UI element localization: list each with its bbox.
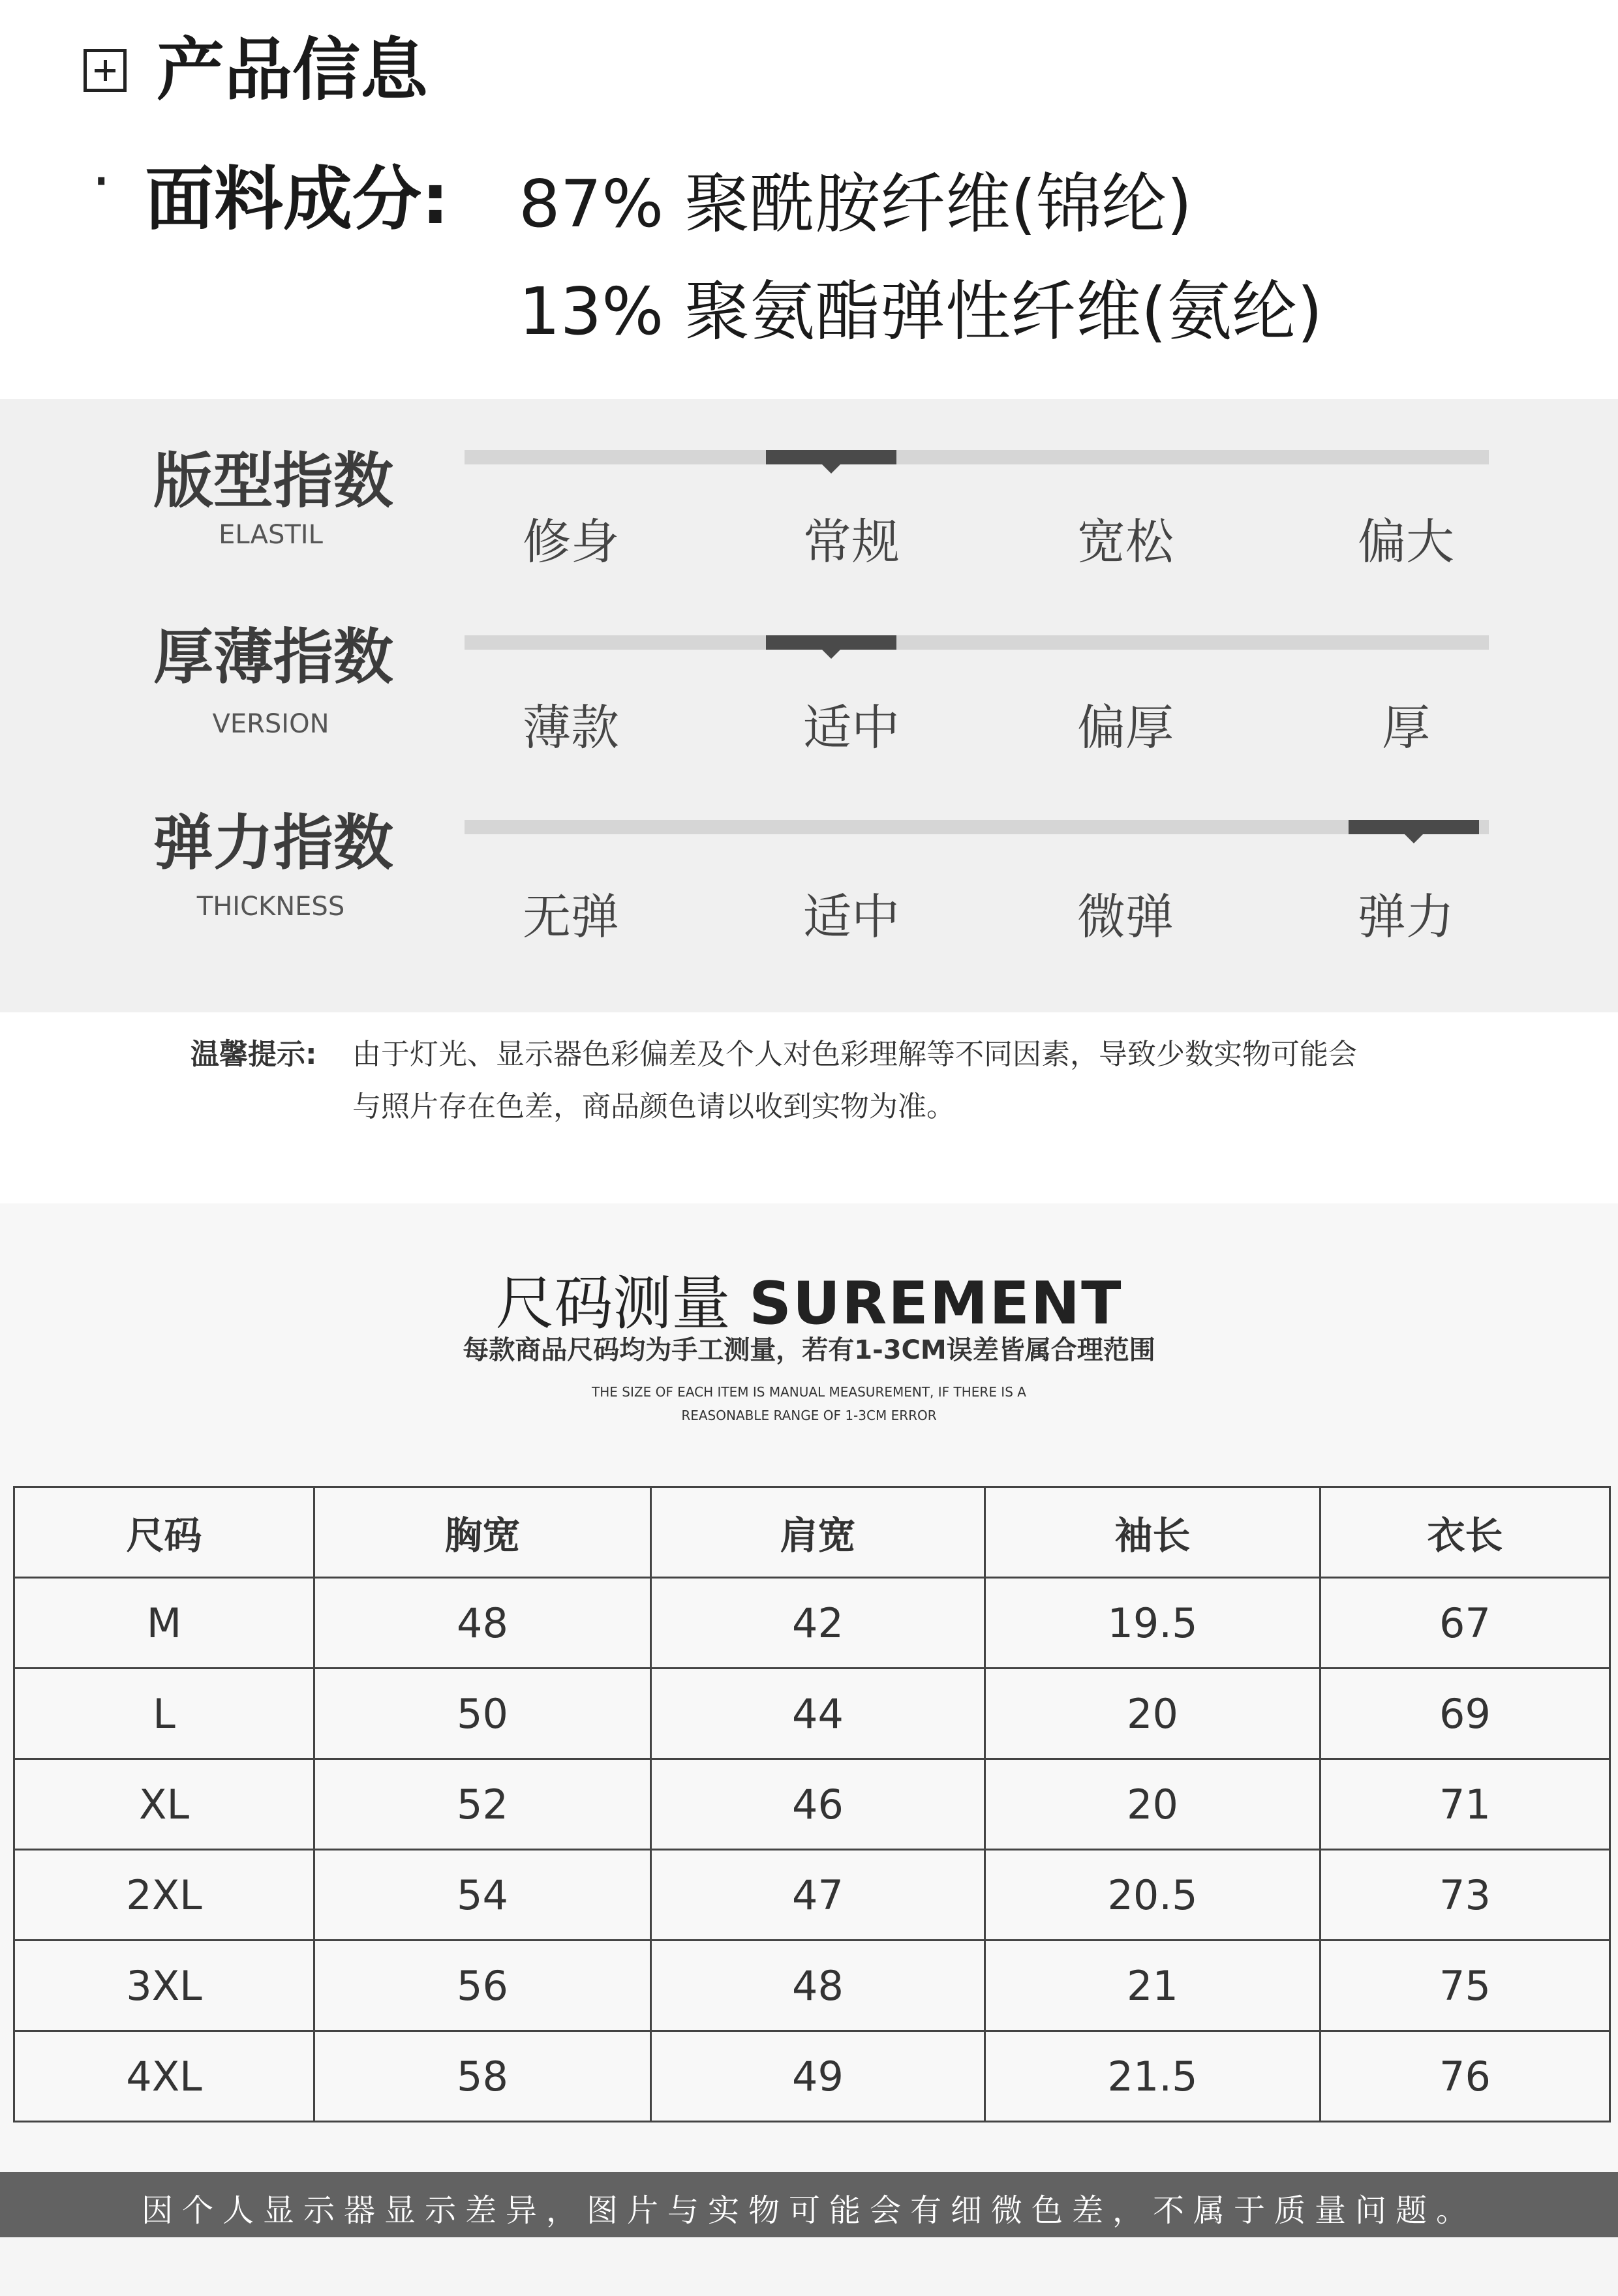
index-scale-bar: [465, 820, 1489, 834]
table-cell: 71: [1320, 1759, 1610, 1850]
table-row: [14, 1578, 1610, 1669]
size-chart-title-cn: 尺码测量: [495, 1269, 731, 1338]
bottom-strip: [0, 2237, 1618, 2296]
product-info-section: [0, 0, 1618, 399]
table-cell: 49: [651, 2031, 985, 2122]
table-row: [14, 2031, 1610, 2122]
footer-banner: [0, 2172, 1618, 2237]
table-cell: 54: [314, 1850, 651, 1941]
table-cell: 56: [314, 1941, 651, 2031]
size-chart-title: [0, 1256, 1618, 1340]
index-subtitle-thickness: VERSION: [212, 709, 329, 739]
size-chart-english-note: THE SIZE OF EACH ITEM IS MANUAL MEASUREMENT, IF THERE IS A: [592, 1384, 1026, 1400]
table-cell: 4XL: [14, 2031, 314, 2122]
notice-label: 温馨提示:: [191, 1038, 317, 1071]
table-cell: 47: [651, 1850, 985, 1941]
fabric-label: 面料成分:: [145, 159, 450, 239]
index-option: 微弹: [1077, 889, 1174, 945]
table-cell: XL: [14, 1759, 314, 1850]
index-option: 适中: [803, 700, 900, 756]
index-option: 弹力: [1358, 889, 1454, 945]
table-cell: 46: [651, 1759, 985, 1850]
index-selected-marker: [766, 635, 896, 650]
table-row: [14, 1850, 1610, 1941]
size-chart-subtitle: 每款商品尺码均为手工测量，若有1-3CM误差皆属合理范围: [463, 1335, 1155, 1365]
index-title-fit: 版型指数: [153, 446, 394, 516]
fabric-composition-line: 13% 聚氨酯弹性纤维(氨纶): [519, 273, 1323, 350]
index-subtitle-elasticity: THICKNESS: [196, 892, 345, 922]
index-option: 常规: [803, 514, 900, 570]
table-cell: L: [14, 1669, 314, 1759]
index-option: 修身: [523, 514, 619, 570]
table-cell: 58: [314, 2031, 651, 2122]
index-option: 厚: [1382, 700, 1430, 756]
table-cell: 48: [651, 1941, 985, 2031]
table-cell: 52: [314, 1759, 651, 1850]
index-option: 适中: [803, 889, 900, 945]
index-subtitle-fit: ELASTIL: [219, 520, 323, 550]
size-table-header: 肩宽: [651, 1487, 985, 1578]
table-cell: 76: [1320, 2031, 1610, 2122]
index-title-elasticity: 弹力指数: [153, 808, 394, 878]
size-table-header: 胸宽: [314, 1487, 651, 1578]
index-selected-marker: [766, 450, 896, 464]
table-cell: 2XL: [14, 1850, 314, 1941]
index-option: 薄款: [523, 700, 619, 756]
expand-plus-icon[interactable]: [84, 49, 127, 92]
index-selected-marker: [1349, 820, 1479, 834]
table-cell: 48: [314, 1578, 651, 1669]
table-cell: 21.5: [985, 2031, 1320, 2122]
table-row: [14, 1759, 1610, 1850]
table-cell: 3XL: [14, 1941, 314, 2031]
footer-disclaimer: 因个人显示器显示差异，图片与实物可能会有细微色差，不属于质量问题。: [141, 2192, 1476, 2229]
bullet-dot: ·: [91, 145, 112, 218]
notice-text: 由于灯光、显示器色彩偏差及个人对色彩理解等不同因素，导致少数实物可能会: [352, 1038, 1357, 1071]
size-table-header-row: [14, 1487, 1610, 1578]
notice-text: 与照片存在色差，商品颜色请以收到实物为准。: [352, 1090, 955, 1123]
size-chart-title-en: SUREMENT: [749, 1269, 1123, 1338]
table-cell: 20: [985, 1759, 1320, 1850]
index-option: 偏厚: [1077, 700, 1174, 756]
index-option: 偏大: [1358, 514, 1454, 570]
table-cell: M: [14, 1578, 314, 1669]
index-scale-bar: [465, 450, 1489, 464]
size-table-header: 袖长: [985, 1487, 1320, 1578]
table-cell: 19.5: [985, 1578, 1320, 1669]
table-cell: 67: [1320, 1578, 1610, 1669]
size-table-header: 衣长: [1320, 1487, 1610, 1578]
table-cell: 20.5: [985, 1850, 1320, 1941]
table-cell: 42: [651, 1578, 985, 1669]
table-cell: 21: [985, 1941, 1320, 2031]
table-cell: 73: [1320, 1850, 1610, 1941]
size-chart-english-note: REASONABLE RANGE OF 1-3CM ERROR: [681, 1408, 937, 1423]
index-scale-bar: [465, 635, 1489, 650]
fabric-composition-line: 87% 聚酰胺纤维(锦纶): [519, 166, 1193, 242]
index-option: 宽松: [1077, 514, 1174, 570]
table-cell: 69: [1320, 1669, 1610, 1759]
table-cell: 75: [1320, 1941, 1610, 2031]
fit-indices-section: [0, 399, 1618, 1012]
table-row: [14, 1669, 1610, 1759]
table-row: [14, 1941, 1610, 2031]
size-table-header: 尺码: [14, 1487, 314, 1578]
table-cell: 20: [985, 1669, 1320, 1759]
index-option: 无弹: [523, 889, 619, 945]
product-info-title: 产品信息: [157, 30, 429, 110]
index-title-thickness: 厚薄指数: [153, 622, 394, 692]
table-cell: 44: [651, 1669, 985, 1759]
size-table: [13, 1486, 1611, 2122]
table-cell: 50: [314, 1669, 651, 1759]
